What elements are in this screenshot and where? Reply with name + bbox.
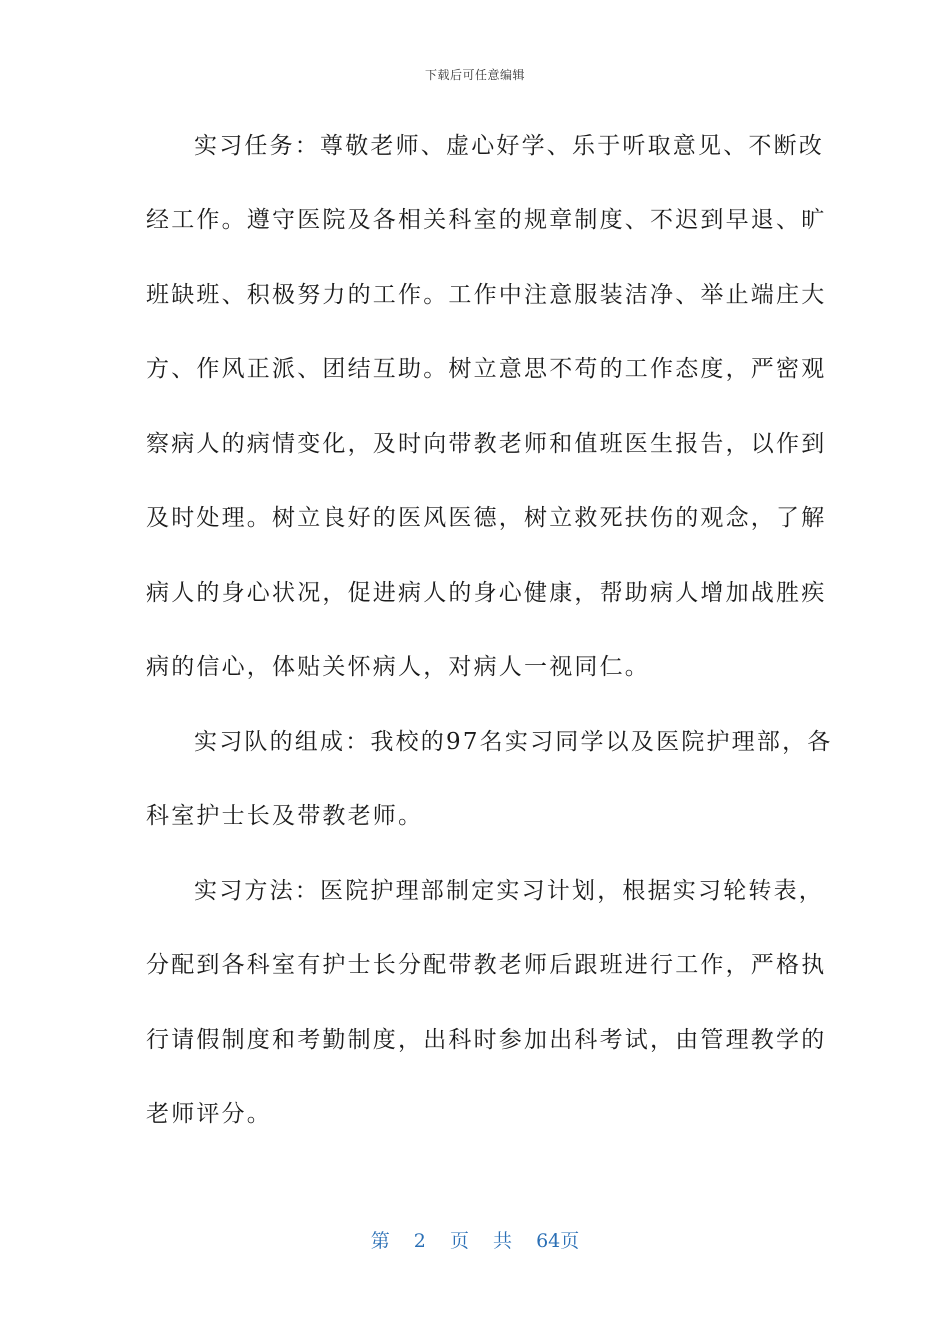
footer-total-pages: 64页	[536, 1230, 580, 1252]
text-line: 察病人的病情变化，及时向带教老师和值班医生报告，以作到	[146, 431, 827, 457]
footer-label-ye: 页	[449, 1230, 469, 1252]
footer-page-number: 2	[413, 1230, 426, 1252]
footer-label-di: 第	[370, 1230, 390, 1252]
text-line: 行请假制度和考勤制度，出科时参加出科考试，由管理教学的	[146, 1027, 827, 1053]
text-line: 病人的身心状况，促进病人的身心健康，帮助病人增加战胜疾	[146, 580, 827, 606]
text-line: 及时处理。树立良好的医风医德，树立救死扶伤的观念，了解	[146, 505, 827, 531]
text-line: 班缺班、积极努力的工作。工作中注意服装洁净、举止端庄大	[146, 282, 827, 308]
text-line: 经工作。遵守医院及各相关科室的规章制度、不迟到早退、旷	[146, 207, 827, 233]
text-line: 方、作风正派、团结互助。树立意思不苟的工作态度，严密观	[146, 356, 827, 382]
text-line: 实习任务：尊敬老师、虚心好学、乐于听取意见、不断改	[194, 133, 824, 159]
text-line: 分配到各科室有护士长分配带教老师后跟班进行工作，严格执	[146, 952, 827, 978]
footer-label-gong: 共	[493, 1230, 513, 1252]
text-line: 科室护士长及带教老师。	[146, 803, 424, 829]
header-note: 下载后可任意编辑	[424, 68, 525, 82]
text-line: 实习方法：医院护理部制定实习计划，根据实习轮转表，	[194, 878, 824, 904]
page-footer	[0, 1226, 950, 1253]
text-line: 实习队的组成：我校的97名实习同学以及医院护理部，各	[194, 729, 833, 755]
text-line: 老师评分。	[146, 1101, 272, 1127]
text-line: 病的信心，体贴关怀病人，对病人一视同仁。	[146, 654, 650, 680]
